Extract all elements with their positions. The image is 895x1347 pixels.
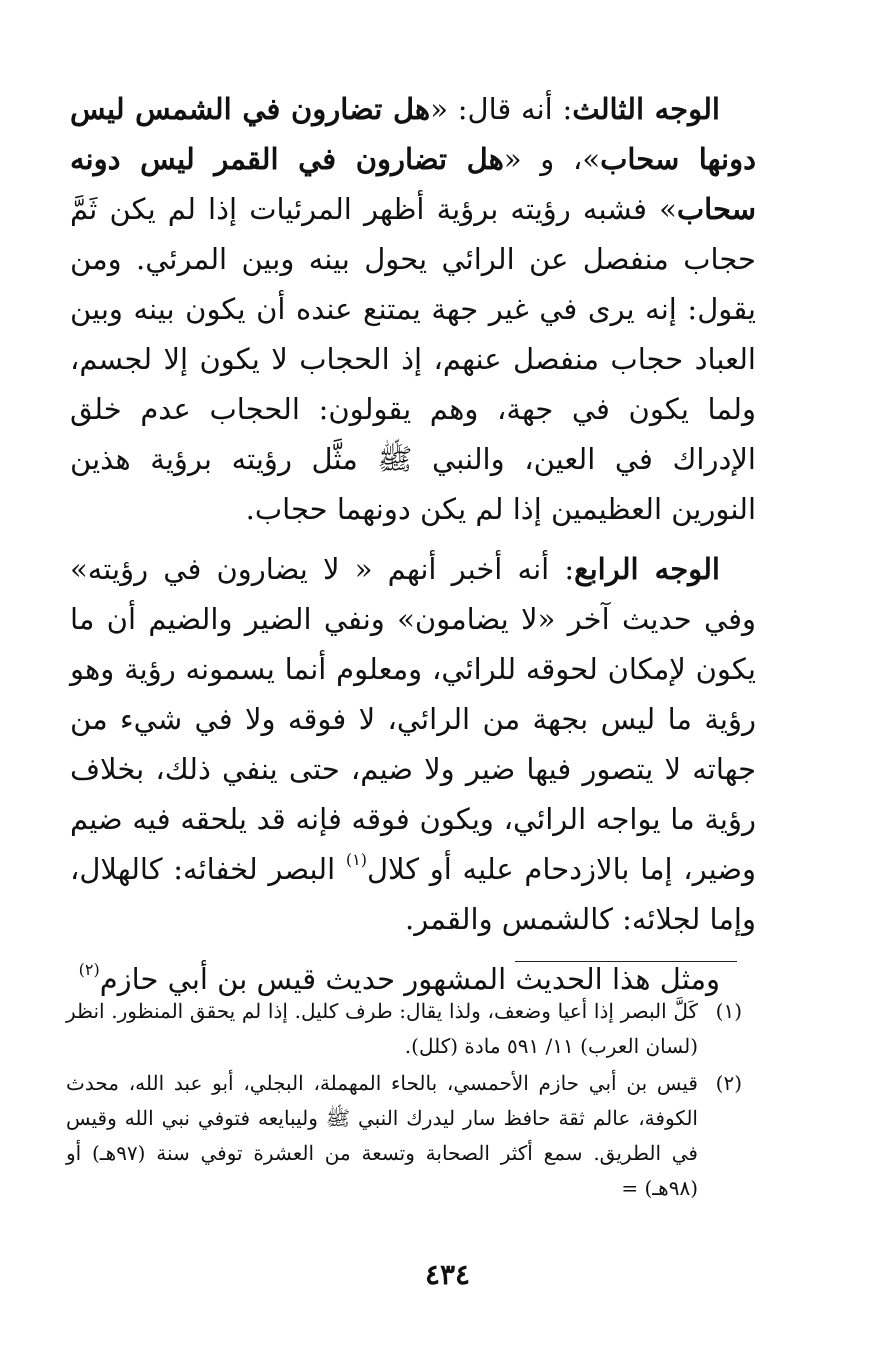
page-number: ٤٣٤: [424, 1258, 471, 1291]
paragraph-third-aspect: [70, 84, 756, 534]
footnote-text: كَلَّ البصر إذا أعيا وضعف، ولذا يقال: طرف كليل. إذا لم يحقق المنظور. انظر (لسان العرب) ١١/ ٥٩١ مادة (كلل).: [66, 999, 698, 1058]
footnote-ref-1[interactable]: (١): [345, 850, 367, 869]
footnote-text: قيس بن أبي حازم الأحمسي، بالحاء المهملة، البجلي، أبو عبد الله، محدث الكوفة، عالم ثقة حافظ سار ليدرك النبي ﷺ وليبايعه فتوفي نبي الله وقيس في الطريق. سمع أكثر الصحابة وتسعة من العشرة توفي سنة (٩٧هـ) أو (٩٨هـ) =: [66, 1071, 698, 1200]
para2-text2: البصر لخفائه: كالهلال، وإما لجلائه: كالشمس والقمر.: [70, 852, 756, 936]
heading-fourth-aspect: الوجه الرابع: [574, 552, 720, 586]
footnote-1: [66, 994, 742, 1064]
para1-text3: » فشبه رؤيته برؤية أظهر المرئيات إذا لم يكن ثَمَّ حجاب منفصل عن الرائي يحول بينه وبين المرئي. ومن يقول: إنه يرى في غير جهة يمتنع عنده أن يكون بينه وبين العباد حجاب منفصل عنهم، إذ الحجاب لا يكون إلا لجسم، ولما يكون في جهة، وهم يقولون: الحجاب عدم خلق الإدراك في العين، والنبي ﷺ مثَّل رؤيته برؤية هذين النورين العظيمين إذا لم يكن دونهما حجاب.: [70, 192, 756, 526]
hadith-quote-sun: هل تضارون في الشمس ليس دونها سحاب: [70, 92, 756, 176]
para3-text: ومثل هذا الحديث المشهور حديث قيس بن أبي حازم: [99, 962, 720, 996]
footnote-2: [66, 1066, 742, 1206]
footnote-separator: [515, 961, 737, 962]
paragraph-fourth-aspect: [70, 544, 756, 944]
heading-third-aspect: الوجه الثالث: [572, 92, 720, 126]
footnote-number: (١): [715, 999, 742, 1023]
para1-text2: »، و «: [503, 142, 601, 176]
footnote-number: (٢): [715, 1071, 742, 1095]
footnote-ref-2[interactable]: (٢): [78, 960, 100, 979]
page-body: [70, 84, 756, 1014]
footnotes: [66, 994, 742, 1208]
para2-text1: : أنه أخبر أنهم « لا يضارون في رؤيته» وفي حديث آخر «لا يضامون» ونفي الضير والضيم أن ما يكون لإمكان لحوقه للرائي، ومعلوم أنما يسمونه رؤية وهو رؤية ما ليس بجهة من الرائي، لا فوقه ولا في شيء من جهاته لا يتصور فيها ضير ولا ضيم، حتى ينفي ذلك، بخلاف رؤية ما يواجه الرائي، ويكون فوقه فإنه قد يلحقه فيه ضيم وضير، إما بالازدحام عليه أو كلال: [70, 552, 756, 886]
para1-text1: : أنه قال: «: [430, 92, 573, 126]
hadith-quote-moon: هل تضارون في القمر ليس دونه سحاب: [70, 142, 756, 226]
